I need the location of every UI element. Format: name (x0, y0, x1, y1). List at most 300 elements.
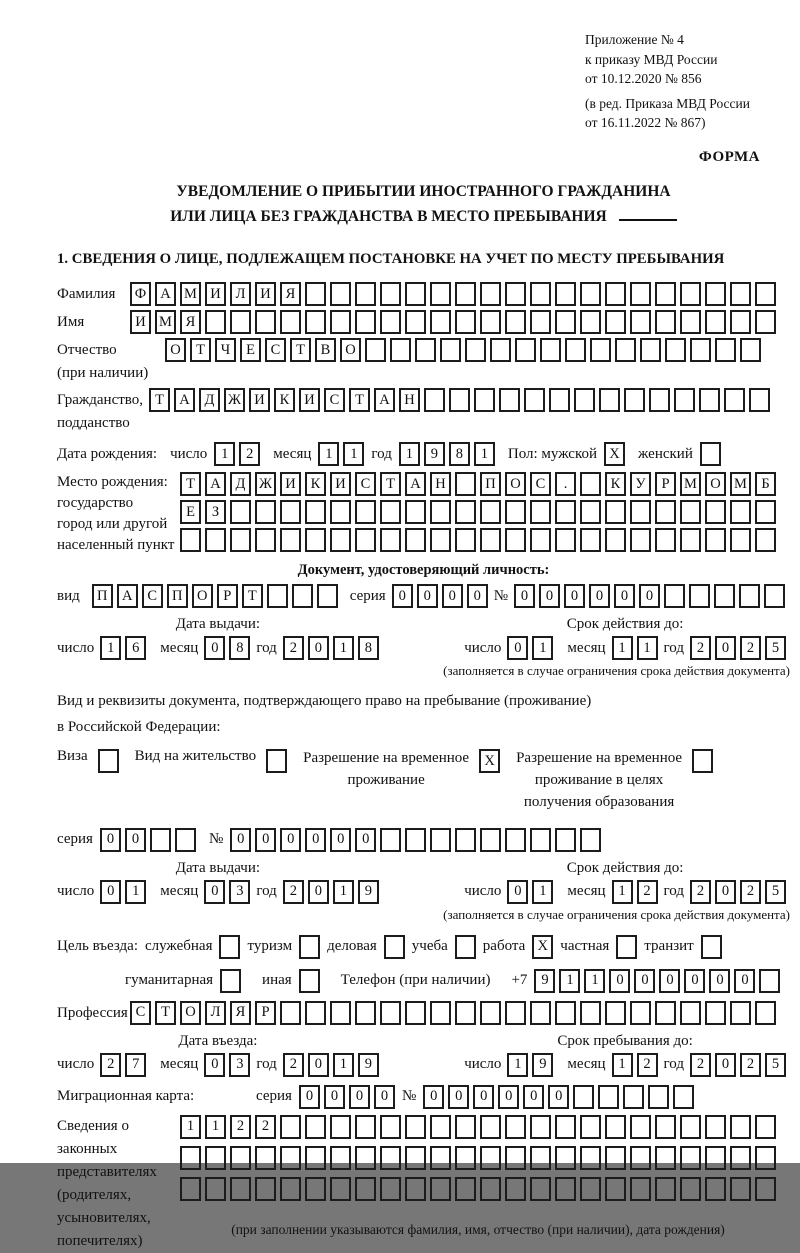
form-cell[interactable] (623, 1085, 644, 1109)
form-cell[interactable] (299, 935, 320, 959)
form-cell[interactable]: 1 (205, 1115, 226, 1139)
form-cell[interactable]: А (405, 472, 426, 496)
form-cell[interactable]: П (480, 472, 501, 496)
form-cell[interactable] (430, 1146, 451, 1170)
form-cell[interactable]: А (374, 388, 395, 412)
form-cell[interactable]: 0 (614, 584, 635, 608)
form-cell[interactable] (755, 282, 776, 306)
form-cell[interactable]: К (305, 472, 326, 496)
form-cell[interactable]: 2 (100, 1053, 121, 1077)
form-cell[interactable] (230, 528, 251, 552)
form-cell[interactable]: С (355, 472, 376, 496)
form-cell[interactable] (440, 338, 461, 362)
form-cell[interactable] (355, 282, 376, 306)
form-cell[interactable]: Е (180, 500, 201, 524)
form-cell[interactable]: 0 (305, 828, 326, 852)
form-cell[interactable] (640, 338, 661, 362)
form-cell[interactable] (280, 1177, 301, 1201)
form-cell[interactable] (490, 338, 511, 362)
form-cell[interactable] (280, 310, 301, 334)
form-cell[interactable]: 0 (473, 1085, 494, 1109)
form-cell[interactable] (330, 310, 351, 334)
form-cell[interactable]: 2 (255, 1115, 276, 1139)
form-cell[interactable]: 0 (100, 828, 121, 852)
form-cell[interactable] (480, 1146, 501, 1170)
form-cell[interactable] (180, 1146, 201, 1170)
form-cell[interactable]: З (205, 500, 226, 524)
form-cell[interactable] (380, 528, 401, 552)
form-cell[interactable] (630, 500, 651, 524)
form-cell[interactable] (455, 1001, 476, 1025)
form-cell[interactable] (730, 282, 751, 306)
form-cell[interactable]: С (530, 472, 551, 496)
form-cell[interactable]: 1 (100, 636, 121, 660)
form-cell[interactable] (705, 310, 726, 334)
form-cell[interactable]: 1 (612, 636, 633, 660)
form-cell[interactable] (605, 1146, 626, 1170)
form-cell[interactable] (380, 500, 401, 524)
form-cell[interactable]: 1 (333, 636, 354, 660)
form-cell[interactable] (380, 282, 401, 306)
form-cell[interactable] (755, 1115, 776, 1139)
form-cell[interactable] (355, 1177, 376, 1201)
form-cell[interactable] (730, 1001, 751, 1025)
form-cell[interactable] (330, 1115, 351, 1139)
form-cell[interactable] (605, 1177, 626, 1201)
form-cell[interactable] (380, 1146, 401, 1170)
form-cell[interactable]: 8 (229, 636, 250, 660)
form-cell[interactable] (505, 828, 526, 852)
form-cell[interactable] (405, 282, 426, 306)
form-cell[interactable] (530, 310, 551, 334)
form-cell[interactable] (455, 500, 476, 524)
form-cell[interactable] (605, 528, 626, 552)
form-cell[interactable]: 1 (532, 636, 553, 660)
form-cell[interactable] (524, 388, 545, 412)
form-cell[interactable] (430, 310, 451, 334)
form-cell[interactable] (230, 1146, 251, 1170)
form-cell[interactable]: В (315, 338, 336, 362)
form-cell[interactable] (305, 500, 326, 524)
form-cell[interactable] (255, 528, 276, 552)
form-cell[interactable]: 2 (239, 442, 260, 466)
form-cell[interactable]: О (340, 338, 361, 362)
form-cell[interactable] (430, 500, 451, 524)
form-cell[interactable] (480, 828, 501, 852)
form-cell[interactable]: 1 (333, 880, 354, 904)
form-cell[interactable] (317, 584, 338, 608)
form-cell[interactable] (540, 338, 561, 362)
form-cell[interactable] (580, 1177, 601, 1201)
form-cell[interactable] (680, 500, 701, 524)
form-cell[interactable] (365, 338, 386, 362)
form-cell[interactable] (555, 1001, 576, 1025)
form-cell[interactable] (505, 1001, 526, 1025)
form-cell[interactable] (330, 500, 351, 524)
form-cell[interactable] (655, 310, 676, 334)
visa-checkbox[interactable] (98, 749, 119, 773)
edu-permit-checkbox[interactable] (692, 749, 713, 773)
form-cell[interactable]: 9 (358, 1053, 379, 1077)
form-cell[interactable] (355, 500, 376, 524)
form-cell[interactable]: 0 (564, 584, 585, 608)
form-cell[interactable]: С (130, 1001, 151, 1025)
form-cell[interactable]: Ф (130, 282, 151, 306)
sex-female-checkbox[interactable] (700, 442, 721, 466)
form-cell[interactable] (715, 338, 736, 362)
form-cell[interactable] (380, 310, 401, 334)
form-cell[interactable] (690, 338, 711, 362)
form-cell[interactable] (455, 1177, 476, 1201)
form-cell[interactable]: И (255, 282, 276, 306)
form-cell[interactable] (330, 1177, 351, 1201)
form-cell[interactable] (205, 1177, 226, 1201)
form-cell[interactable]: 0 (659, 969, 680, 993)
form-cell[interactable]: 2 (637, 880, 658, 904)
form-cell[interactable]: 1 (532, 880, 553, 904)
form-cell[interactable] (530, 1177, 551, 1201)
form-cell[interactable] (705, 282, 726, 306)
form-cell[interactable]: 1 (343, 442, 364, 466)
form-cell[interactable]: 0 (709, 969, 730, 993)
form-cell[interactable]: 0 (100, 880, 121, 904)
form-cell[interactable]: 0 (230, 828, 251, 852)
form-cell[interactable]: 3 (229, 880, 250, 904)
sex-male-checkbox[interactable] (604, 442, 625, 466)
form-cell[interactable] (555, 528, 576, 552)
form-cell[interactable] (740, 338, 761, 362)
form-cell[interactable] (175, 828, 196, 852)
form-cell[interactable]: 0 (330, 828, 351, 852)
form-cell[interactable] (699, 388, 720, 412)
form-cell[interactable] (480, 1115, 501, 1139)
form-cell[interactable] (515, 338, 536, 362)
form-cell[interactable] (555, 282, 576, 306)
form-cell[interactable]: 2 (283, 636, 304, 660)
form-cell[interactable]: 0 (507, 880, 528, 904)
form-cell[interactable]: А (205, 472, 226, 496)
form-cell[interactable]: Т (149, 388, 170, 412)
form-cell[interactable] (380, 1001, 401, 1025)
form-cell[interactable] (530, 282, 551, 306)
form-cell[interactable] (655, 282, 676, 306)
form-cell[interactable]: 1 (214, 442, 235, 466)
form-cell[interactable] (680, 1146, 701, 1170)
form-cell[interactable] (580, 828, 601, 852)
form-cell[interactable]: 0 (442, 584, 463, 608)
form-cell[interactable] (655, 528, 676, 552)
form-cell[interactable] (630, 310, 651, 334)
form-cell[interactable] (455, 828, 476, 852)
purpose-study-checkbox[interactable] (455, 935, 476, 959)
form-cell[interactable]: 0 (204, 1053, 225, 1077)
form-cell[interactable]: X (532, 935, 553, 959)
form-cell[interactable] (680, 282, 701, 306)
form-cell[interactable] (480, 1001, 501, 1025)
form-cell[interactable] (355, 1146, 376, 1170)
form-cell[interactable] (449, 388, 470, 412)
form-cell[interactable]: 1 (318, 442, 339, 466)
form-cell[interactable]: А (155, 282, 176, 306)
form-cell[interactable]: О (505, 472, 526, 496)
form-cell[interactable] (630, 528, 651, 552)
form-cell[interactable] (705, 1146, 726, 1170)
form-cell[interactable]: 5 (765, 1053, 786, 1077)
form-cell[interactable]: Ж (255, 472, 276, 496)
form-cell[interactable] (430, 282, 451, 306)
form-cell[interactable]: И (205, 282, 226, 306)
form-cell[interactable] (280, 1146, 301, 1170)
purpose-private-checkbox[interactable] (616, 935, 637, 959)
form-cell[interactable] (730, 1177, 751, 1201)
form-cell[interactable] (648, 1085, 669, 1109)
form-cell[interactable] (230, 500, 251, 524)
form-cell[interactable] (430, 1177, 451, 1201)
form-cell[interactable] (305, 1146, 326, 1170)
form-cell[interactable] (505, 310, 526, 334)
form-cell[interactable]: К (605, 472, 626, 496)
form-cell[interactable]: 0 (255, 828, 276, 852)
form-cell[interactable] (430, 528, 451, 552)
purpose-transit-checkbox[interactable] (701, 935, 722, 959)
form-cell[interactable] (465, 338, 486, 362)
form-cell[interactable] (455, 472, 476, 496)
form-cell[interactable] (355, 1115, 376, 1139)
form-cell[interactable]: Я (180, 310, 201, 334)
form-cell[interactable] (705, 1177, 726, 1201)
form-cell[interactable]: 0 (715, 1053, 736, 1077)
form-cell[interactable] (220, 969, 241, 993)
form-cell[interactable]: 2 (690, 1053, 711, 1077)
form-cell[interactable] (390, 338, 411, 362)
form-cell[interactable]: Т (155, 1001, 176, 1025)
form-cell[interactable] (355, 528, 376, 552)
form-cell[interactable] (705, 1115, 726, 1139)
form-cell[interactable] (616, 935, 637, 959)
form-cell[interactable] (255, 1146, 276, 1170)
form-cell[interactable] (739, 584, 760, 608)
form-cell[interactable] (605, 1001, 626, 1025)
form-cell[interactable]: Т (190, 338, 211, 362)
form-cell[interactable] (230, 1177, 251, 1201)
form-cell[interactable] (580, 472, 601, 496)
form-cell[interactable]: Т (290, 338, 311, 362)
form-cell[interactable]: 0 (734, 969, 755, 993)
form-cell[interactable]: Л (205, 1001, 226, 1025)
form-cell[interactable] (255, 310, 276, 334)
form-cell[interactable]: 1 (125, 880, 146, 904)
form-cell[interactable]: 0 (507, 636, 528, 660)
form-cell[interactable] (415, 338, 436, 362)
form-cell[interactable]: 0 (609, 969, 630, 993)
form-cell[interactable]: . (555, 472, 576, 496)
form-cell[interactable] (730, 310, 751, 334)
form-cell[interactable]: 0 (514, 584, 535, 608)
form-cell[interactable]: 0 (204, 880, 225, 904)
form-cell[interactable] (555, 1115, 576, 1139)
form-cell[interactable]: Т (242, 584, 263, 608)
form-cell[interactable] (714, 584, 735, 608)
form-cell[interactable] (455, 935, 476, 959)
form-cell[interactable]: 2 (690, 636, 711, 660)
form-cell[interactable] (555, 1177, 576, 1201)
form-cell[interactable]: 0 (204, 636, 225, 660)
form-cell[interactable] (405, 1115, 426, 1139)
form-cell[interactable] (580, 310, 601, 334)
form-cell[interactable] (405, 828, 426, 852)
form-cell[interactable] (280, 528, 301, 552)
form-cell[interactable] (615, 338, 636, 362)
form-cell[interactable] (599, 388, 620, 412)
form-cell[interactable] (505, 1146, 526, 1170)
form-cell[interactable]: 0 (374, 1085, 395, 1109)
form-cell[interactable] (655, 1115, 676, 1139)
form-cell[interactable] (630, 1146, 651, 1170)
form-cell[interactable] (689, 584, 710, 608)
form-cell[interactable]: 9 (532, 1053, 553, 1077)
form-cell[interactable]: К (274, 388, 295, 412)
form-cell[interactable] (630, 1177, 651, 1201)
form-cell[interactable]: 1 (180, 1115, 201, 1139)
form-cell[interactable]: 0 (417, 584, 438, 608)
form-cell[interactable] (455, 282, 476, 306)
form-cell[interactable]: 2 (283, 880, 304, 904)
form-cell[interactable] (755, 500, 776, 524)
form-cell[interactable]: М (730, 472, 751, 496)
form-cell[interactable]: 2 (740, 636, 761, 660)
form-cell[interactable]: П (167, 584, 188, 608)
purpose-humanitarian-checkbox[interactable] (220, 969, 241, 993)
form-cell[interactable] (299, 969, 320, 993)
form-cell[interactable] (530, 1115, 551, 1139)
form-cell[interactable]: 0 (539, 584, 560, 608)
form-cell[interactable] (292, 584, 313, 608)
form-cell[interactable] (555, 828, 576, 852)
form-cell[interactable] (580, 528, 601, 552)
form-cell[interactable] (664, 584, 685, 608)
form-cell[interactable] (305, 310, 326, 334)
form-cell[interactable]: О (165, 338, 186, 362)
form-cell[interactable] (590, 338, 611, 362)
form-cell[interactable]: 0 (448, 1085, 469, 1109)
form-cell[interactable] (755, 1001, 776, 1025)
form-cell[interactable] (624, 388, 645, 412)
form-cell[interactable]: 0 (498, 1085, 519, 1109)
form-cell[interactable] (555, 1146, 576, 1170)
form-cell[interactable] (555, 500, 576, 524)
form-cell[interactable]: Р (217, 584, 238, 608)
form-cell[interactable] (530, 528, 551, 552)
form-cell[interactable]: О (705, 472, 726, 496)
form-cell[interactable]: Н (430, 472, 451, 496)
form-cell[interactable]: 9 (534, 969, 555, 993)
form-cell[interactable]: 1 (474, 442, 495, 466)
form-cell[interactable] (405, 1001, 426, 1025)
form-cell[interactable]: 1 (333, 1053, 354, 1077)
form-cell[interactable]: 0 (423, 1085, 444, 1109)
form-cell[interactable] (474, 388, 495, 412)
form-cell[interactable]: И (280, 472, 301, 496)
form-cell[interactable] (580, 1115, 601, 1139)
form-cell[interactable]: 0 (715, 636, 736, 660)
form-cell[interactable]: 0 (324, 1085, 345, 1109)
form-cell[interactable]: 0 (548, 1085, 569, 1109)
purpose-business-checkbox[interactable] (384, 935, 405, 959)
form-cell[interactable]: 0 (639, 584, 660, 608)
form-cell[interactable]: М (680, 472, 701, 496)
form-cell[interactable] (455, 1146, 476, 1170)
form-cell[interactable]: 0 (308, 880, 329, 904)
form-cell[interactable]: 1 (612, 1053, 633, 1077)
form-cell[interactable]: X (479, 749, 500, 773)
form-cell[interactable]: 2 (283, 1053, 304, 1077)
form-cell[interactable] (405, 500, 426, 524)
form-cell[interactable]: Л (230, 282, 251, 306)
form-cell[interactable] (701, 935, 722, 959)
form-cell[interactable]: И (330, 472, 351, 496)
form-cell[interactable] (405, 1177, 426, 1201)
form-cell[interactable]: 8 (449, 442, 470, 466)
form-cell[interactable] (455, 1115, 476, 1139)
form-cell[interactable] (480, 282, 501, 306)
form-cell[interactable] (384, 935, 405, 959)
form-cell[interactable] (580, 500, 601, 524)
form-cell[interactable] (665, 338, 686, 362)
form-cell[interactable] (180, 528, 201, 552)
form-cell[interactable]: И (130, 310, 151, 334)
form-cell[interactable]: С (324, 388, 345, 412)
form-cell[interactable]: 0 (467, 584, 488, 608)
form-cell[interactable]: О (192, 584, 213, 608)
form-cell[interactable] (305, 1115, 326, 1139)
form-cell[interactable] (565, 338, 586, 362)
form-cell[interactable] (205, 1146, 226, 1170)
form-cell[interactable] (255, 500, 276, 524)
form-cell[interactable]: 3 (229, 1053, 250, 1077)
form-cell[interactable]: И (249, 388, 270, 412)
form-cell[interactable]: М (155, 310, 176, 334)
form-cell[interactable] (330, 1001, 351, 1025)
form-cell[interactable] (405, 528, 426, 552)
form-cell[interactable]: Б (755, 472, 776, 496)
form-cell[interactable] (305, 1177, 326, 1201)
form-cell[interactable] (630, 1115, 651, 1139)
form-cell[interactable] (700, 442, 721, 466)
form-cell[interactable] (649, 388, 670, 412)
form-cell[interactable]: Е (240, 338, 261, 362)
form-cell[interactable]: 0 (349, 1085, 370, 1109)
form-cell[interactable]: О (180, 1001, 201, 1025)
form-cell[interactable]: 6 (125, 636, 146, 660)
form-cell[interactable] (405, 310, 426, 334)
permit-checkbox[interactable] (266, 749, 287, 773)
form-cell[interactable]: Р (655, 472, 676, 496)
form-cell[interactable] (405, 1146, 426, 1170)
form-cell[interactable]: X (604, 442, 625, 466)
form-cell[interactable] (305, 282, 326, 306)
form-cell[interactable]: 0 (125, 828, 146, 852)
form-cell[interactable]: 0 (684, 969, 705, 993)
form-cell[interactable] (755, 1146, 776, 1170)
purpose-other-checkbox[interactable] (299, 969, 320, 993)
form-cell[interactable] (505, 528, 526, 552)
form-cell[interactable] (205, 310, 226, 334)
form-cell[interactable]: Я (280, 282, 301, 306)
form-cell[interactable]: 0 (308, 1053, 329, 1077)
form-cell[interactable]: 1 (637, 636, 658, 660)
form-cell[interactable]: 9 (424, 442, 445, 466)
form-cell[interactable] (655, 1177, 676, 1201)
